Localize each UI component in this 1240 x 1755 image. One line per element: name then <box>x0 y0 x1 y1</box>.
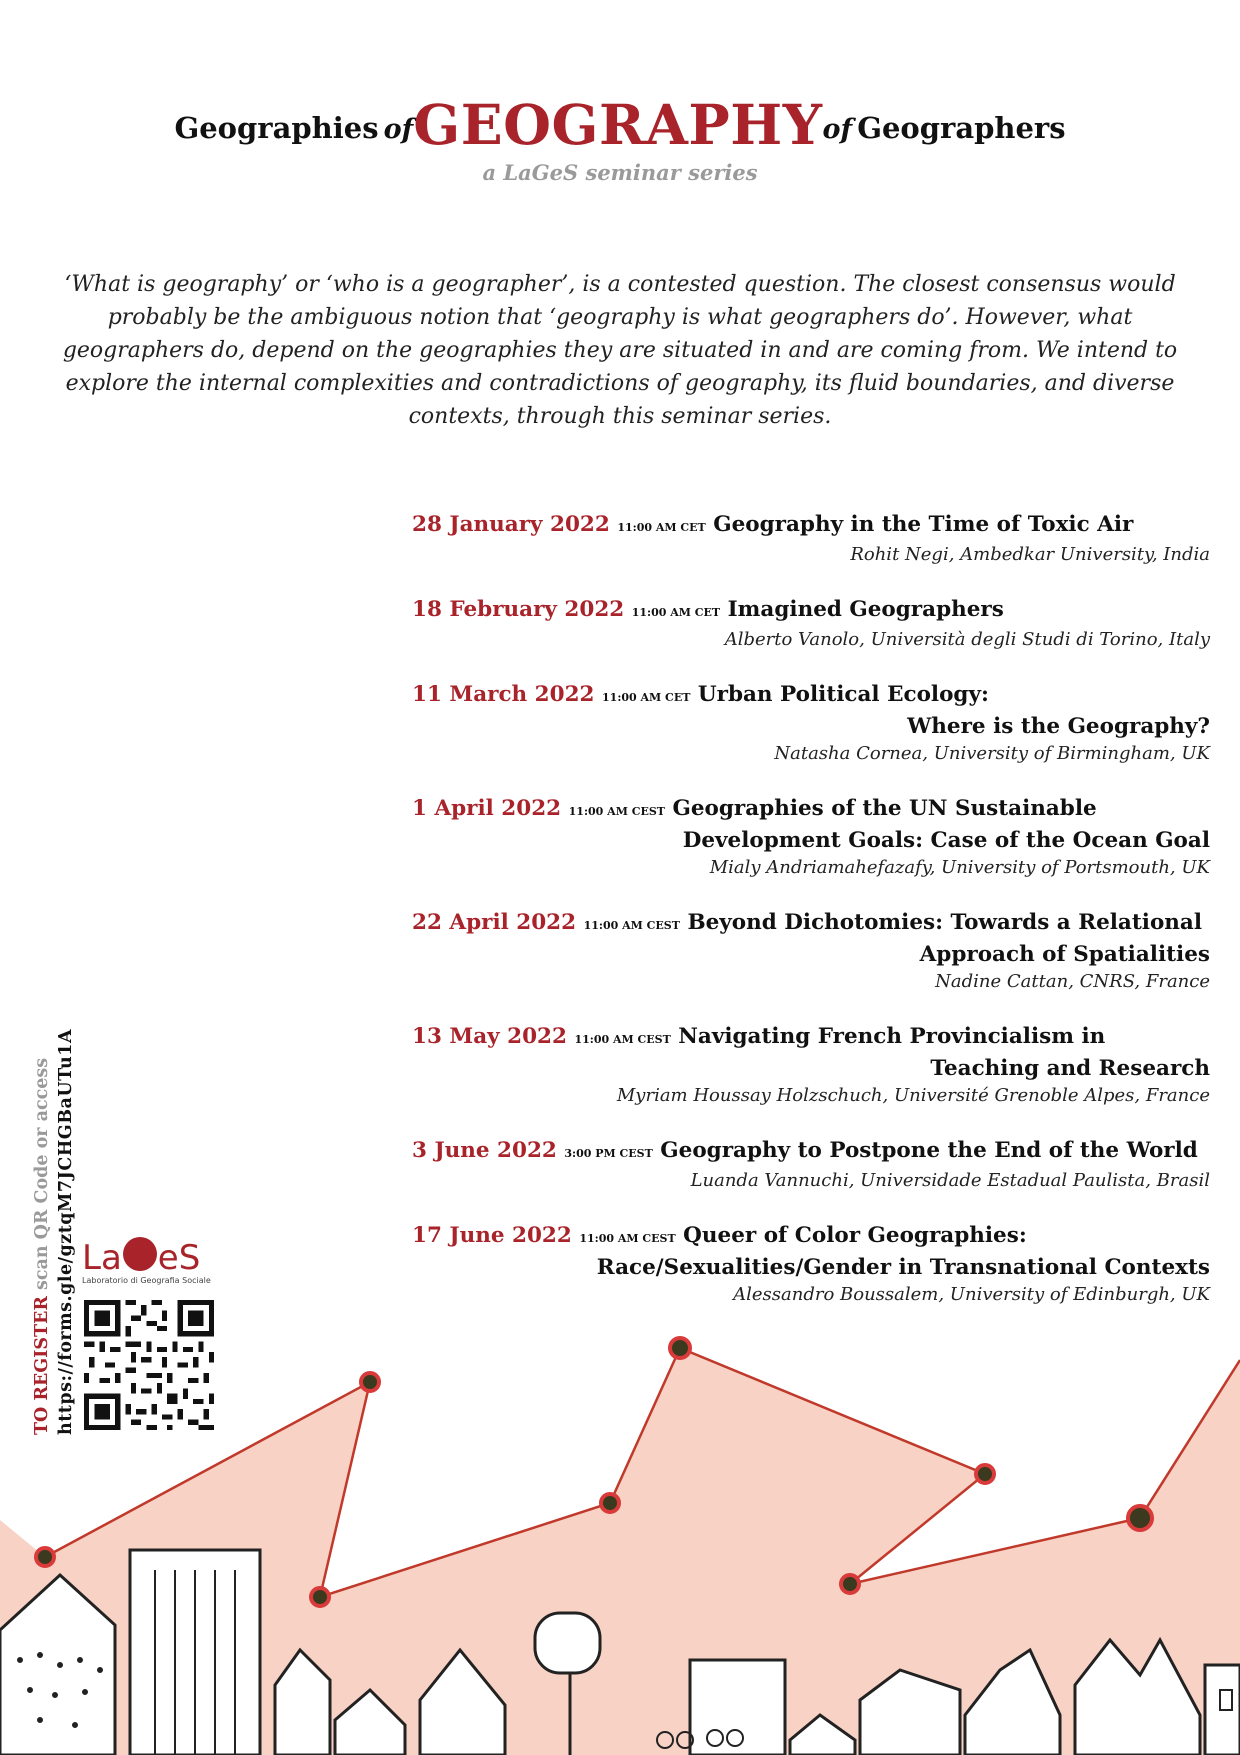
event-speaker: Natasha Cornea, University of Birmingham, UK <box>774 743 1210 764</box>
event-title-cont: Teaching and Research <box>930 1056 1210 1081</box>
title-of-2: of <box>822 114 853 145</box>
event-title: Geography in the Time of Toxic Air <box>713 512 1134 537</box>
title-suffix: Geographers <box>857 111 1066 145</box>
event-speaker: Myriam Houssay Holzschuch, Université Grenoble Alpes, France <box>616 1085 1210 1106</box>
logo-text-right: eS <box>157 1238 201 1278</box>
event-speaker: Alberto Vanolo, Università degli Studi di Torino, Italy <box>724 629 1210 650</box>
event-date: 17 June 2022 <box>412 1223 572 1248</box>
event-time: 11:00 AM CET <box>617 521 706 534</box>
globe-icon <box>123 1237 157 1271</box>
event-date: 22 April 2022 <box>412 910 577 935</box>
intro-paragraph: ‘What is geography’ or ‘who is a geographer’, is a contested question. The closest consensus would probably be the ambiguous notion that ‘geography is what geographers do’. However, what geographers do, depend on the geographies they are situated in and are coming from. We intend to explore the internal complexities and contradictions of geography, its fluid boundaries, and diverse contexts, through this seminar series. <box>62 272 1178 429</box>
event-title: Geographies of the UN Sustainable <box>672 796 1097 821</box>
event-time: 3:00 PM CEST <box>564 1147 653 1160</box>
page-title <box>0 92 1240 157</box>
event-time: 11:00 AM CEST <box>574 1033 671 1046</box>
event-title: Navigating French Provincialism in <box>678 1024 1106 1049</box>
event-item <box>412 794 1210 881</box>
title-of-1: of <box>383 114 414 145</box>
qr-code[interactable] <box>84 1300 214 1430</box>
event-time: 11:00 AM CEST <box>568 805 665 818</box>
event-time: 11:00 AM CET <box>602 691 691 704</box>
title-prefix: Geographies <box>174 111 379 145</box>
event-speaker: Nadine Cattan, CNRS, France <box>935 971 1210 992</box>
event-time: 11:00 AM CEST <box>579 1232 676 1245</box>
event-title-cont: Where is the Geography? <box>907 714 1210 739</box>
event-date: 3 June 2022 <box>412 1138 557 1163</box>
logo-text-left: La <box>82 1238 122 1278</box>
event-date: 28 January 2022 <box>412 512 610 537</box>
event-time: 11:00 AM CEST <box>583 919 680 932</box>
event-speaker: Alessandro Boussalem, University of Edinburgh, UK <box>733 1284 1210 1305</box>
event-title-cont: Race/Sexualities/Gender in Transnational Contexts <box>596 1255 1210 1280</box>
register-url[interactable]: https://forms.gle/gztqM7JCHGBaUTu1A <box>56 1028 76 1435</box>
event-date: 11 March 2022 <box>412 682 595 707</box>
event-item <box>412 510 1210 568</box>
event-title: Beyond Dichotomies: Towards a Relational <box>687 910 1203 935</box>
event-title-cont: Approach of Spatialities <box>919 942 1210 967</box>
subtitle: a LaGeS seminar series <box>482 160 758 185</box>
event-item <box>412 680 1210 767</box>
event-item <box>412 595 1210 653</box>
event-item <box>412 908 1210 995</box>
event-title: Imagined Geographers <box>727 597 1004 622</box>
logo-subtitle: Laboratorio di Geografia Sociale <box>82 1276 211 1285</box>
lages-logo <box>82 1238 222 1285</box>
event-speaker: Mialy Andriamahefazafy, University of Portsmouth, UK <box>709 857 1210 878</box>
event-title: Geography to Postpone the End of the World <box>660 1138 1198 1163</box>
register-label: TO REGISTER <box>32 1296 52 1435</box>
event-date: 1 April 2022 <box>412 796 562 821</box>
register-instruction: scan QR Code or access <box>32 1057 52 1290</box>
event-speaker: Luanda Vannuchi, Universidade Estadual Paulista, Brasil <box>690 1170 1210 1191</box>
event-item <box>412 1136 1210 1194</box>
event-date: 18 February 2022 <box>412 597 625 622</box>
title-main: GEOGRAPHY <box>413 92 823 157</box>
event-speaker: Rohit Negi, Ambedkar University, India <box>850 544 1210 565</box>
event-title: Queer of Color Geographies: <box>683 1223 1027 1248</box>
event-item <box>412 1022 1210 1109</box>
event-title-cont: Development Goals: Case of the Ocean Goal <box>682 828 1210 853</box>
event-list <box>412 510 1210 1335</box>
register-instructions <box>30 985 78 1435</box>
event-time: 11:00 AM CET <box>631 606 721 619</box>
event-title: Urban Political Ecology: <box>697 682 989 707</box>
event-date: 13 May 2022 <box>412 1024 567 1049</box>
event-item <box>412 1221 1210 1308</box>
